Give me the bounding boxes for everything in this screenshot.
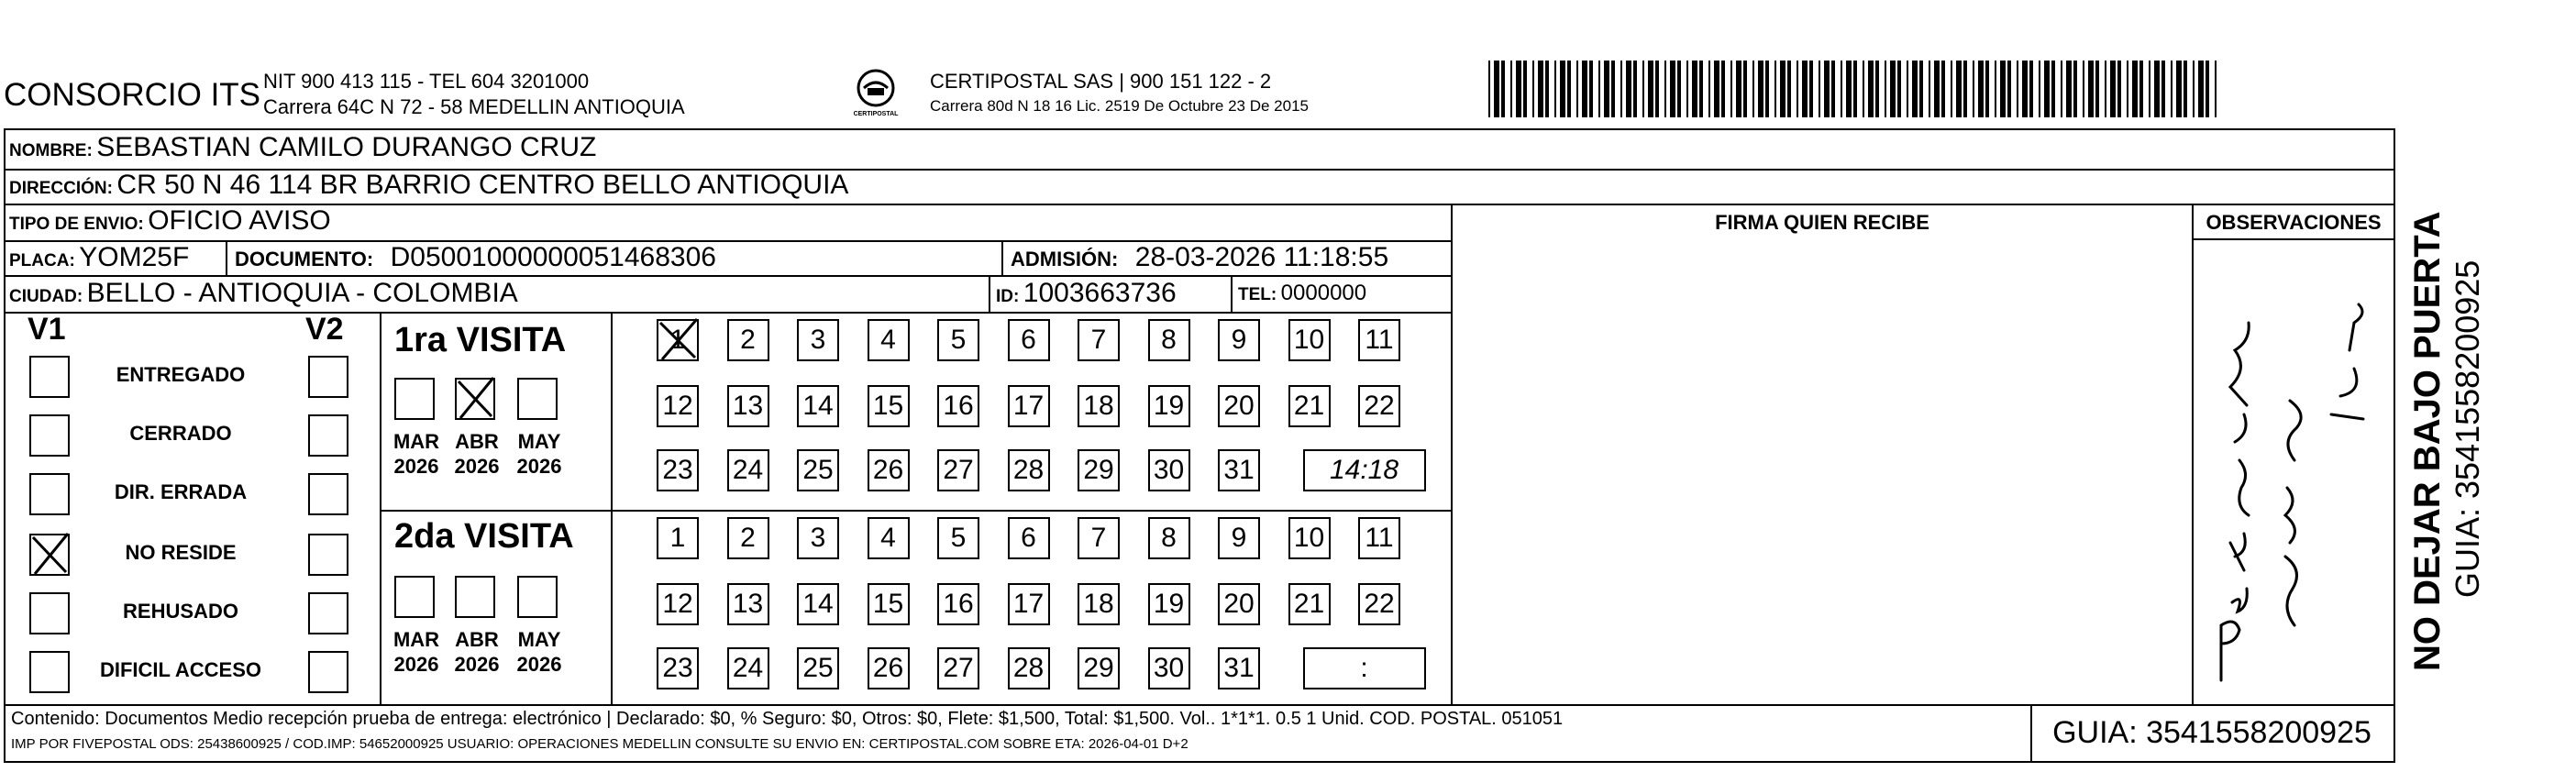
- day-cell[interactable]: 3: [797, 319, 839, 361]
- firma-header: FIRMA QUIEN RECIBE: [1715, 211, 1929, 234]
- visit-time-field[interactable]: 14:18: [1303, 449, 1426, 491]
- day-cell[interactable]: 9: [1218, 517, 1260, 559]
- id-value: 1003663736: [1023, 278, 1177, 308]
- v2-checkbox[interactable]: [308, 651, 348, 693]
- day-cell[interactable]: 20: [1218, 583, 1260, 625]
- placa-value: YOM25F: [79, 242, 190, 272]
- day-cell[interactable]: 25: [797, 647, 839, 689]
- day-cell[interactable]: 15: [868, 583, 910, 625]
- day-cell[interactable]: 17: [1008, 385, 1050, 427]
- handwriting-icon: [2194, 240, 2394, 704]
- day-cell[interactable]: 11: [1358, 319, 1400, 361]
- day-cell[interactable]: 4: [868, 319, 910, 361]
- company-line2: Carrera 64C N 72 - 58 MEDELLIN ANTIOQUIA: [263, 95, 685, 118]
- footer-line1: Contenido: Documentos Medio recepción prueba de entrega: electrónico | Declarado: $0, % Seguro: $0, Otros: $0, Flete: $1,500, Total: $1,500. Vol.. 1*1*1. 0.5 1 Unid. COD. POSTAL. 051051: [11, 709, 1564, 729]
- tel-value: 0000000: [1280, 281, 1367, 305]
- nombre-row: [9, 132, 596, 163]
- day-cell[interactable]: 27: [937, 449, 979, 491]
- day-cell[interactable]: 8: [1148, 319, 1190, 361]
- year-label: 2026: [516, 653, 562, 676]
- day-cell[interactable]: 18: [1078, 583, 1120, 625]
- direccion-value: CR 50 N 46 114 BR BARRIO CENTRO BELLO ANTIOQUIA: [116, 170, 849, 200]
- day-cell[interactable]: 26: [868, 647, 910, 689]
- side-warning: NO DEJAR BAJO PUERTA: [2407, 211, 2448, 671]
- logo-icon: [855, 68, 897, 108]
- observation-handwriting: [2194, 240, 2394, 704]
- v2-checkbox[interactable]: [308, 356, 348, 398]
- month-checkbox[interactable]: [394, 576, 435, 618]
- year-label: 2026: [454, 653, 500, 676]
- documento-field: [235, 242, 716, 273]
- day-cell[interactable]: 28: [1008, 449, 1050, 491]
- status-option-label: DIR. ERRADA: [114, 480, 248, 503]
- direccion-row: [9, 170, 848, 201]
- v1-checkbox[interactable]: [29, 592, 70, 634]
- day-cell[interactable]: 6: [1008, 319, 1050, 361]
- day-cell[interactable]: 14: [797, 583, 839, 625]
- month-label: ABR: [455, 430, 499, 453]
- admision-value: 28-03-2026 11:18:55: [1134, 242, 1389, 272]
- v1-checkbox[interactable]: [29, 414, 70, 457]
- direccion-label: DIRECCIÓN:: [9, 179, 113, 198]
- month-checkbox[interactable]: [455, 576, 495, 618]
- day-cell[interactable]: 31: [1218, 449, 1260, 491]
- footer-guia: GUIA: 3541558200925: [2052, 715, 2371, 750]
- day-cell[interactable]: 19: [1148, 583, 1190, 625]
- placa-field: [9, 242, 189, 273]
- day-cell[interactable]: 2: [727, 319, 769, 361]
- id-field: [996, 278, 1177, 309]
- day-cell[interactable]: 19: [1148, 385, 1190, 427]
- month-label: ABR: [455, 628, 499, 651]
- v2-checkbox[interactable]: [308, 414, 348, 457]
- placa-label: PLACA:: [9, 251, 75, 270]
- logo-text: CERTIPOSTAL: [853, 111, 899, 117]
- visit1-title: 1ra VISITA: [394, 321, 567, 359]
- tel-label: TEL:: [1238, 285, 1277, 304]
- v2-checkbox[interactable]: [308, 473, 348, 515]
- v1-checkbox[interactable]: [29, 473, 70, 515]
- day-cell[interactable]: 3: [797, 517, 839, 559]
- day-cell[interactable]: 10: [1288, 319, 1331, 361]
- visit2-title: 2da VISITA: [394, 517, 574, 556]
- tel-field: [1238, 281, 1366, 306]
- day-cell[interactable]: 12: [657, 385, 699, 427]
- ciudad-label: CIUDAD:: [9, 287, 83, 306]
- status-option-label: DIFICIL ACCESO: [99, 658, 261, 681]
- day-cell[interactable]: 8: [1148, 517, 1190, 559]
- courier-logo: [846, 68, 906, 117]
- status-option-label: REHUSADO: [123, 600, 238, 623]
- day-cell[interactable]: 4: [868, 517, 910, 559]
- nombre-value: SEBASTIAN CAMILO DURANGO CRUZ: [96, 132, 597, 162]
- courier-line2: Carrera 80d N 18 16 Lic. 2519 De Octubre 23 De 2015: [930, 97, 1309, 115]
- company-line1: NIT 900 413 115 - TEL 604 3201000: [263, 70, 590, 93]
- footer-line2: IMP POR FIVEPOSTAL ODS: 25438600925 / COD.IMP: 54652000925 USUARIO: OPERACIONES MEDELLIN CONSULTE SU ENVIO EN: CERTIPOSTAL.COM SOBRE ETA: 2026-04-01 D+2: [11, 736, 1188, 752]
- admision-label: ADMISIÓN:: [1011, 248, 1119, 270]
- month-checkbox[interactable]: [517, 576, 558, 618]
- status-option-label: CERRADO: [129, 422, 232, 445]
- day-cell[interactable]: 13: [727, 385, 769, 427]
- observaciones-header: OBSERVACIONES: [2206, 211, 2382, 234]
- id-label: ID:: [996, 287, 1020, 306]
- tipo-row: [9, 205, 331, 237]
- day-cell[interactable]: 23: [657, 449, 699, 491]
- status-option-label: ENTREGADO: [116, 363, 246, 386]
- day-cell[interactable]: 7: [1078, 319, 1120, 361]
- year-label: 2026: [393, 455, 439, 478]
- day-cell[interactable]: 15: [868, 385, 910, 427]
- v1-checkbox[interactable]: [29, 651, 70, 693]
- ciudad-value: BELLO - ANTIOQUIA - COLOMBIA: [86, 278, 518, 308]
- day-cell[interactable]: 24: [727, 449, 769, 491]
- day-cell[interactable]: 18: [1078, 385, 1120, 427]
- day-cell[interactable]: 14: [797, 385, 839, 427]
- day-cell[interactable]: 27: [937, 647, 979, 689]
- documento-value: D05001000000051468306: [390, 242, 716, 272]
- day-cell[interactable]: 16: [937, 583, 979, 625]
- company-name: CONSORCIO ITS: [4, 77, 261, 113]
- day-cell[interactable]: 9: [1218, 319, 1260, 361]
- day-cell[interactable]: 29: [1078, 449, 1120, 491]
- v2-checkbox[interactable]: [308, 534, 348, 576]
- signature-area[interactable]: [1453, 242, 2192, 704]
- day-cell[interactable]: 30: [1148, 449, 1190, 491]
- day-cell[interactable]: 5: [937, 319, 979, 361]
- tipo-value: OFICIO AVISO: [148, 205, 331, 236]
- day-cell[interactable]: 25: [797, 449, 839, 491]
- month-checkbox[interactable]: [394, 378, 435, 420]
- nombre-label: NOMBRE:: [9, 141, 93, 160]
- day-cell[interactable]: 1: [657, 319, 699, 361]
- day-cell[interactable]: 10: [1288, 517, 1331, 559]
- month-label: MAY: [517, 628, 561, 651]
- day-cell[interactable]: 2: [727, 517, 769, 559]
- day-cell[interactable]: 11: [1358, 517, 1400, 559]
- day-cell[interactable]: 5: [937, 517, 979, 559]
- day-cell[interactable]: 23: [657, 647, 699, 689]
- admision-field: [1011, 242, 1388, 273]
- v1-checkbox[interactable]: [29, 356, 70, 398]
- ciudad-field: [9, 278, 518, 309]
- day-cell[interactable]: 22: [1358, 583, 1400, 625]
- side-guia: GUIA: 3541558200925: [2449, 259, 2486, 598]
- day-cell[interactable]: 6: [1008, 517, 1050, 559]
- day-cell[interactable]: 22: [1358, 385, 1400, 427]
- v1-checkbox[interactable]: [29, 534, 70, 576]
- status-option-label: NO RESIDE: [125, 541, 237, 564]
- day-cell[interactable]: 28: [1008, 647, 1050, 689]
- day-cell[interactable]: 1: [657, 517, 699, 559]
- month-checkbox[interactable]: [517, 378, 558, 420]
- month-label: MAY: [517, 430, 561, 453]
- year-label: 2026: [516, 455, 562, 478]
- day-cell[interactable]: 7: [1078, 517, 1120, 559]
- courier-line1: CERTIPOSTAL SAS | 900 151 122 - 2: [930, 70, 1272, 93]
- month-checkbox[interactable]: [455, 378, 495, 420]
- day-cell[interactable]: 31: [1218, 647, 1260, 689]
- day-cell[interactable]: 13: [727, 583, 769, 625]
- month-label: MAR: [392, 430, 440, 453]
- year-label: 2026: [393, 653, 439, 676]
- v2-checkbox[interactable]: [308, 592, 348, 634]
- day-cell[interactable]: 16: [937, 385, 979, 427]
- barcode: [1488, 61, 2219, 117]
- day-cell[interactable]: 29: [1078, 647, 1120, 689]
- day-cell[interactable]: 21: [1288, 385, 1331, 427]
- year-label: 2026: [454, 455, 500, 478]
- day-cell[interactable]: 26: [868, 449, 910, 491]
- day-cell[interactable]: 21: [1288, 583, 1331, 625]
- day-cell[interactable]: 24: [727, 647, 769, 689]
- v1-header: V1: [28, 312, 66, 347]
- day-cell[interactable]: 30: [1148, 647, 1190, 689]
- month-label: MAR: [392, 628, 440, 651]
- v2-header: V2: [305, 312, 344, 347]
- documento-label: DOCUMENTO:: [235, 248, 374, 270]
- day-cell[interactable]: 12: [657, 583, 699, 625]
- day-cell[interactable]: 20: [1218, 385, 1260, 427]
- day-cell[interactable]: 17: [1008, 583, 1050, 625]
- tipo-label: TIPO DE ENVIO:: [9, 215, 144, 234]
- visit-time-field[interactable]: :: [1303, 647, 1426, 689]
